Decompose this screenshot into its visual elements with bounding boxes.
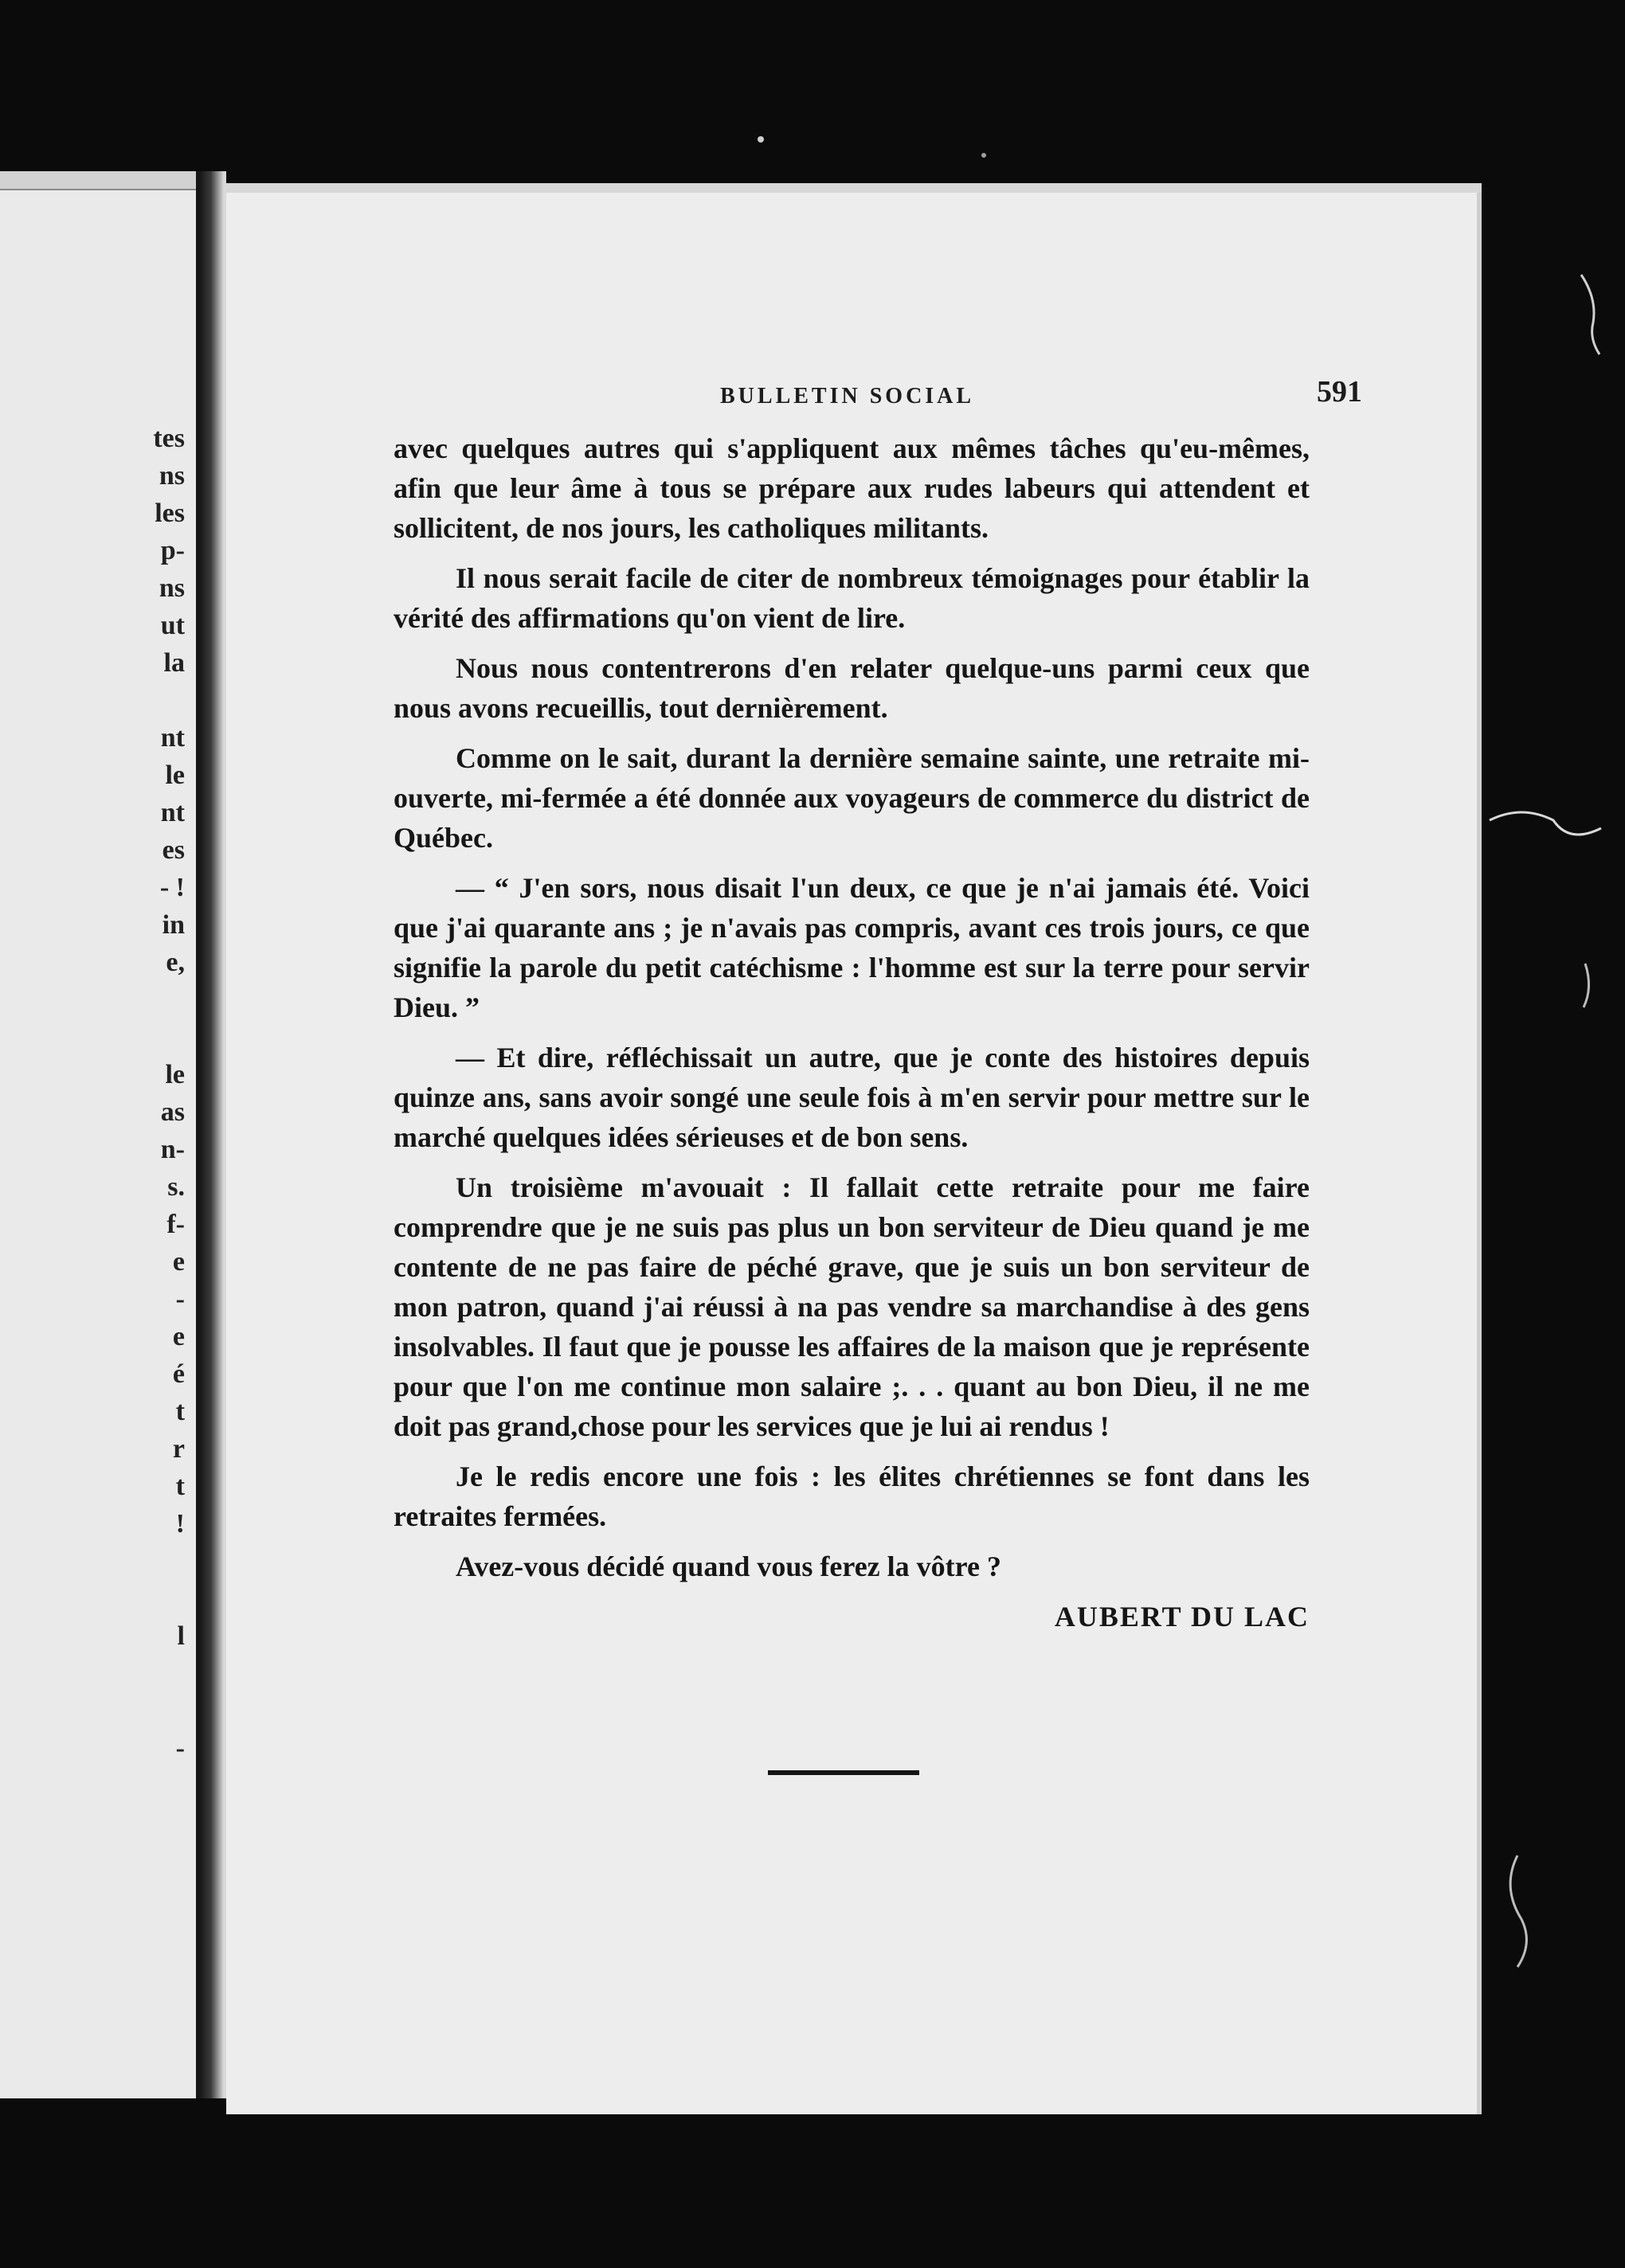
- author-signature: AUBERT DU LAC: [1054, 1601, 1310, 1633]
- paragraph-1: avec quelques autres qui s'appliquent aux mêmes tâches qu'eu-mêmes, afin que leur âme à tous se prépare aux rudes labeurs qui attendent et sollicitent, de nos jours, les catholiques militants.: [394, 432, 1310, 544]
- paragraph-4: Comme on le sait, durant la dernière semaine sainte, une retraite mi-ouverte, mi-fermée a été donnée aux voyageurs de commerce du district de Québec.: [394, 742, 1310, 854]
- running-head: BULLETIN SOCIAL: [720, 384, 975, 409]
- paragraph-2: Il nous serait facile de citer de nombreux témoignages pour établir la vérité des affirmations qu'on vient de lire.: [394, 562, 1310, 634]
- page-number: 591: [1317, 375, 1362, 409]
- paragraph-8: Je le redis encore une fois : les élites chrétiennes se font dans les retraites fermées.: [394, 1461, 1310, 1532]
- paragraph-3: Nous nous contentrerons d'en relater quelque-uns parmi ceux que nous avons recueillis, tout dernièrement.: [394, 652, 1310, 724]
- paragraph-7: Un troisième m'avouait : Il fallait cette retraite pour me faire comprendre que je ne suis pas plus un bon serviteur de Dieu quand je me contente de ne pas faire de péché grave, que je suis un bon serviteur de mon patron, quand j'ai réussi à na pas vendre sa marchandise à des gens insolvables. Il faut que je pousse les affaires de la maison que je représente pour que l'on me continue mon salaire ;. . . quant au bon Dieu, il ne me doit pas grand,chose pour les services que je lui ai rendus !: [394, 1171, 1310, 1442]
- paragraph-9: Avez-vous décidé quand vous ferez la vôtre ?: [456, 1550, 1001, 1582]
- left-page-cropped-text: tes ns les p- ns ut la nt le nt es - ! in e, le as n- s. f- e - e é t r t ! l -: [153, 424, 185, 1763]
- paragraph-6-quote: — Et dire, réfléchissait un autre, que je conte des histoires depuis quinze ans, sans avoir songé une seule fois à m'en servir pour mettre sur le marché quelques idées sérieuses et de bon sens.: [394, 1042, 1310, 1153]
- paragraph-5-quote: — “ J'en sors, nous disait l'un deux, ce que je n'ai jamais été. Voici que j'ai quarante ans ; je n'avais pas compris, avant ces trois jours, ce que signifie la parole du petit catéchisme : l'homme est sur la terre pour servir Dieu. ”: [394, 872, 1310, 1023]
